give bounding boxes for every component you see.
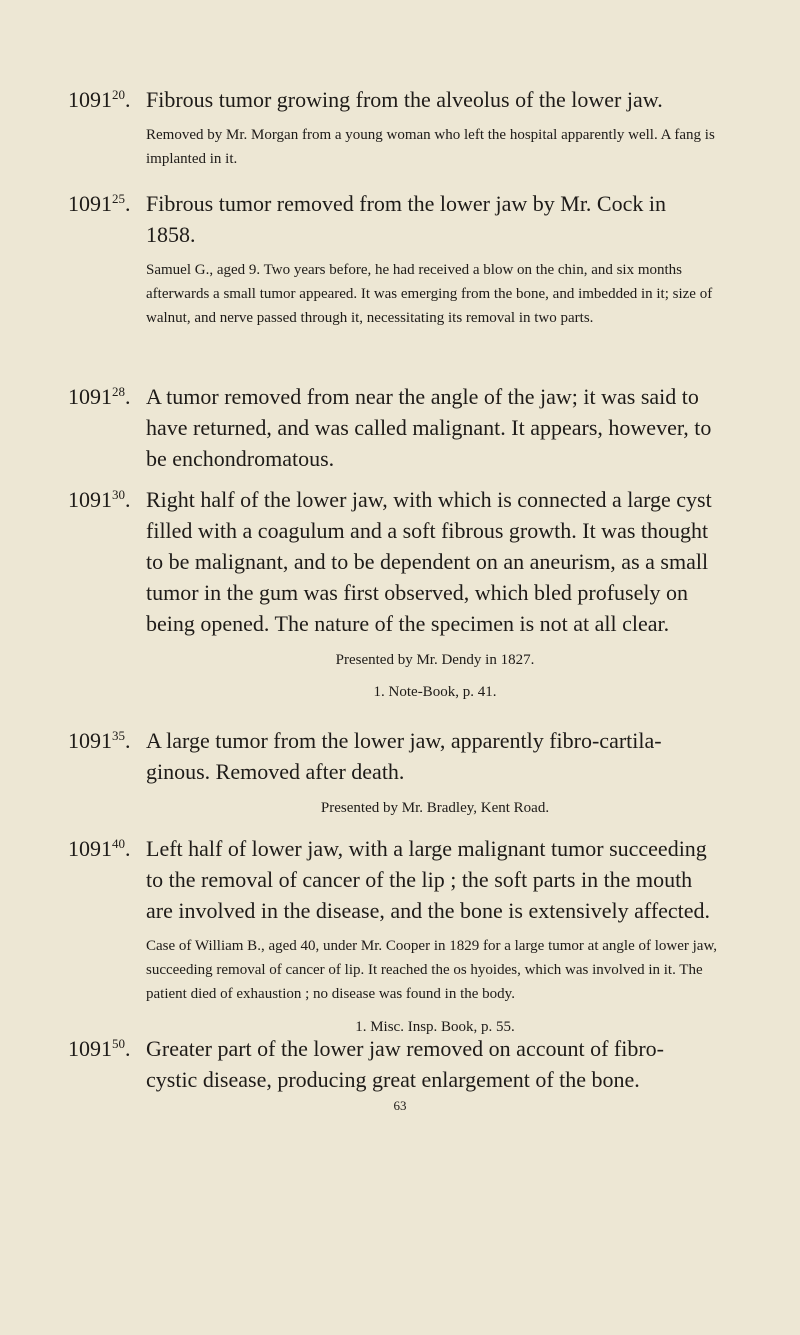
catalogue-entry-1091-25 bbox=[0, 188, 800, 330]
entry-heading: A tumor removed from near the angle of the jaw; it was said to have returned, and was called malignant. It appears, however, to be enchondromatous. bbox=[146, 384, 712, 471]
catalogue-entry-1091-50 bbox=[0, 1033, 800, 1095]
catalogue-entry-1091-20 bbox=[0, 84, 800, 171]
entry-heading: Right half of the lower jaw, with which is connected a large cyst filled with a coagulum and a soft fibrous growth. It was thought to be malignant, and to be dependent on an aneurism, as a small tumor in the gum was first observed, which bled profusely on being opened. The nature of the specimen is not at all clear. bbox=[146, 487, 712, 636]
page-number: 63 bbox=[393, 1098, 407, 1113]
entry-heading: Fibrous tumor growing from the alveolus of the lower jaw. bbox=[146, 87, 663, 112]
entry-number: 1091$^{28}$. bbox=[68, 384, 131, 409]
entry-heading: A large tumor from the lower jaw, apparently fibro-cartilaginous. Removed after death. bbox=[146, 728, 662, 784]
catalogue-entry-1091-35 bbox=[0, 725, 800, 819]
presented-by: Presented by Mr. Bradley, Kent Road. bbox=[320, 800, 550, 816]
entry-heading: Fibrous tumor removed from the lower jaw by Mr. Cock in 1858. bbox=[146, 191, 666, 247]
entry-heading: Left half of lower jaw, with a large malignant tumor succeeding to the removal of cancer of the lip ; the soft parts in the mouth are involved in the disease, and the bone is extensively affected. bbox=[146, 836, 711, 923]
presented-by: Presented by Mr. Dendy in 1827. bbox=[335, 652, 535, 668]
footnote: 1. Misc. Insp. Book, p. 55. bbox=[355, 1019, 515, 1035]
entry-note: Samuel G., aged 9. Two years before, he had received a blow on the chin, and six months afterwards a small tumor appeared. It was emerging from the bone, and imbedded in it; size of walnut, and nerve passed through it, necessitating its removal in two parts. bbox=[146, 262, 713, 326]
catalogue-entry-1091-40 bbox=[0, 833, 800, 1038]
catalogue-entry-1091-30 bbox=[0, 484, 800, 703]
entry-number: 1091$^{35}$. bbox=[68, 728, 131, 753]
entry-number: 1091$^{40}$. bbox=[68, 836, 131, 861]
entry-number: 1091$^{50}$. bbox=[68, 1036, 131, 1061]
entry-number: 1091$^{25}$. bbox=[68, 191, 131, 216]
catalogue-entry-1091-28 bbox=[0, 381, 800, 474]
entry-number: 1091$^{30}$. bbox=[68, 487, 131, 512]
entry-heading: Greater part of the lower jaw removed on account of fibro-cystic disease, producing great enlargement of the bone. bbox=[146, 1036, 664, 1092]
entry-note: Case of William B., aged 40, under Mr. Cooper in 1829 for a large tumor at angle of lower jaw, succeeding removal of cancer of lip. It reached the os hyoides, which was involved in it. The patient died of exhaustion ; no disease was found in the body. bbox=[146, 938, 718, 1002]
footnote: 1. Note-Book, p. 41. bbox=[373, 684, 497, 700]
entry-number: 1091$^{20}$. bbox=[68, 87, 131, 112]
entry-note: Removed by Mr. Morgan from a young woman who left the hospital apparently well. A fang is implanted in it. bbox=[146, 127, 715, 167]
